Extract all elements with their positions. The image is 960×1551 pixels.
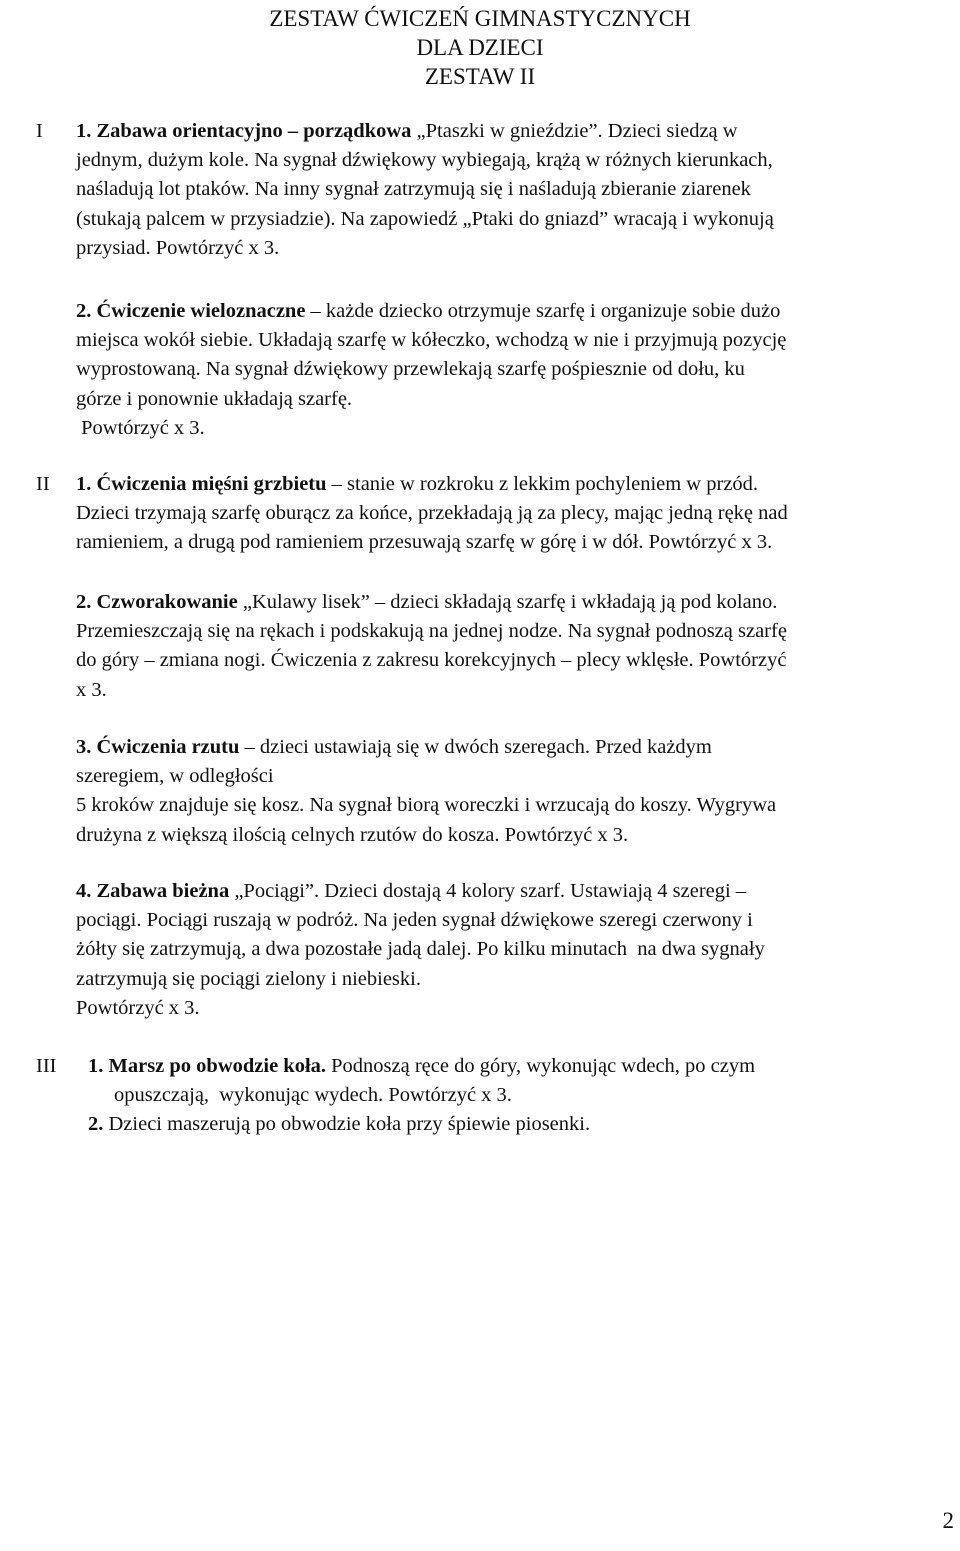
exercise-number: 4. bbox=[76, 880, 97, 902]
exercise-line bbox=[88, 1110, 960, 1139]
title-line-1: ZESTAW ĆWICZEŃ GIMNASTYCZNYCH bbox=[269, 6, 691, 31]
exercise-line: opuszczają, wykonując wydech. Powtórzyć x 3. bbox=[114, 1084, 512, 1107]
exercise-i-1 bbox=[76, 117, 956, 263]
exercise-text: „Kulawy lisek” – dzieci składają szarfę i wkładają ją pod kolano. bbox=[237, 591, 778, 613]
exercise-i-2 bbox=[76, 297, 956, 443]
exercise-line: naśladują lot ptaków. Na inny sygnał zatrzymują się i naśladują zbieranie ziarenek bbox=[76, 178, 751, 201]
title-line-2: DLA DZIECI bbox=[416, 35, 544, 60]
exercise-line: Powtórzyć x 3. bbox=[76, 416, 205, 439]
exercise-line: ramieniem, a drugą pod ramieniem przesuwają szarfę w górę i w dół. Powtórzyć x 3. bbox=[76, 531, 773, 554]
exercise-text: „Pociągi”. Dzieci dostają 4 kolory szarf. Ustawiają 4 szeregi – bbox=[229, 880, 747, 902]
exercise-iii-2 bbox=[88, 1110, 960, 1139]
exercise-line: szeregiem, w odległości bbox=[76, 765, 274, 788]
exercise-line bbox=[76, 877, 956, 906]
exercise-line: Powtórzyć x 3. bbox=[76, 996, 200, 1019]
exercise-line bbox=[88, 1052, 960, 1081]
document-title bbox=[0, 4, 960, 91]
exercise-title: Ćwiczenia rzutu bbox=[96, 736, 240, 758]
exercise-line: Dzieci trzymają szarfę oburącz za końce, przekładają ją za plecy, mając jedną rękę nad bbox=[76, 502, 788, 525]
exercise-line: Przemieszczają się na rękach i podskakują na jednej nodze. Na sygnał podnoszą szarfę bbox=[76, 620, 787, 643]
exercise-line: do góry – zmiana nogi. Ćwiczenia z zakresu korekcyjnych – plecy wklęsłe. Powtórzyć bbox=[76, 649, 787, 672]
exercise-title: Marsz po obwodzie koła. bbox=[108, 1055, 327, 1077]
exercise-title: Ćwiczenie wieloznaczne bbox=[96, 300, 306, 322]
exercise-number: 1. bbox=[88, 1055, 109, 1077]
exercise-line: drużyna z większą ilością celnych rzutów do kosza. Powtórzyć x 3. bbox=[76, 823, 629, 846]
exercise-text: – dzieci ustawiają się w dwóch szeregach. Przed każdym bbox=[239, 736, 712, 758]
section-numeral-i: I bbox=[36, 120, 43, 142]
exercise-line: wyprostowaną. Na sygnał dźwiękowy przewlekają szarfę pośpiesznie od dołu, ku bbox=[76, 358, 745, 381]
exercise-number: 2. bbox=[76, 591, 97, 613]
exercise-line: jednym, dużym kole. Na sygnał dźwiękowy wybiegają, krążą w różnych kierunkach, bbox=[76, 149, 773, 172]
exercise-title: Zabawa bieżna bbox=[96, 880, 230, 902]
exercise-line bbox=[76, 588, 956, 617]
exercise-line: żółty się zatrzymują, a dwa pozostałe jadą dalej. Po kilku minutach na dwa sygnały bbox=[76, 938, 765, 961]
exercise-line: 5 kroków znajduje się kosz. Na sygnał biorą woreczki i wrzucają do koszy. Wygrywa bbox=[76, 794, 777, 817]
exercise-number: 3. bbox=[76, 736, 97, 758]
exercise-line: górze i ponownie układają szarfę. bbox=[76, 387, 353, 410]
exercise-text: „Ptaszki w gnieździe”. Dzieci siedzą w bbox=[411, 120, 738, 142]
title-line-3: ZESTAW II bbox=[424, 64, 536, 89]
exercise-number: 1. bbox=[76, 473, 97, 495]
page-number: 2 bbox=[942, 1508, 954, 1533]
exercise-title: Czworakowanie bbox=[96, 591, 238, 613]
exercise-text: – każde dziecko otrzymuje szarfę i organizuje sobie dużo bbox=[305, 300, 781, 322]
exercise-line bbox=[76, 297, 956, 326]
exercise-iii-1 bbox=[88, 1052, 960, 1110]
exercise-number: 1. bbox=[76, 120, 97, 142]
exercise-line: przysiad. Powtórzyć x 3. bbox=[76, 236, 280, 259]
exercise-line bbox=[76, 470, 956, 499]
exercise-number: 2. bbox=[88, 1113, 104, 1135]
exercise-title: Zabawa orientacyjno – porządkowa bbox=[96, 120, 412, 142]
exercise-text: – stanie w rozkroku z lekkim pochyleniem w przód. bbox=[326, 473, 759, 495]
exercise-title: Ćwiczenia mięśni grzbietu bbox=[96, 473, 327, 495]
exercise-line: miejsca wokół siebie. Układają szarfę w kółeczko, wchodzą w nie i przyjmują pozycję bbox=[76, 329, 787, 352]
exercise-line bbox=[76, 117, 956, 146]
exercise-ii-4 bbox=[76, 877, 956, 1023]
exercise-line bbox=[76, 733, 956, 762]
exercise-number: 2. bbox=[76, 300, 97, 322]
exercise-text: Dzieci maszerują po obwodzie koła przy śpiewie piosenki. bbox=[103, 1113, 591, 1135]
exercise-ii-3 bbox=[76, 733, 956, 850]
exercise-line: x 3. bbox=[76, 678, 107, 701]
exercise-ii-2 bbox=[76, 588, 956, 705]
exercise-line: (stukają palcem w przysiadzie). Na zapowiedź „Ptaki do gniazd” wracają i wykonują bbox=[76, 207, 774, 230]
section-numeral-iii: III bbox=[36, 1055, 57, 1077]
exercise-ii-1 bbox=[76, 470, 956, 558]
exercise-line: pociągi. Pociągi ruszają w podróż. Na jeden sygnał dźwiękowe szeregi czerwony i bbox=[76, 909, 753, 932]
exercise-line: zatrzymują się pociągi zielony i niebieski. bbox=[76, 967, 421, 990]
exercise-text: Podnoszą ręce do góry, wykonując wdech, po czym bbox=[326, 1055, 756, 1077]
section-numeral-ii: II bbox=[36, 473, 50, 495]
